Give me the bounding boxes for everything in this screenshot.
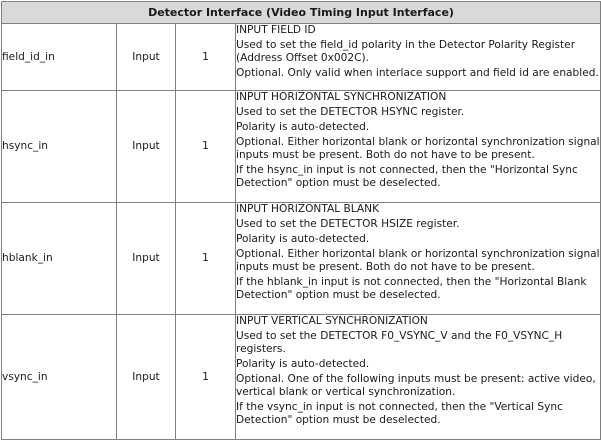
description-line: Polarity is auto-detected. [236,121,370,133]
signal-width: 1 [176,203,236,315]
description-heading: INPUT HORIZONTAL SYNCHRONIZATION [236,91,447,103]
description-line: Optional. Only valid when interlace support and field id are enabled. [236,67,599,79]
description-heading: INPUT FIELD ID [236,24,316,36]
description-line: Used to set the DETECTOR HSYNC register. [236,106,465,118]
description-line: Optional. Either horizontal blank or horizontal synchronization signal inputs must be present. Both do not have to be present. [236,136,600,161]
signal-description [236,91,601,203]
signal-description [236,203,601,315]
description-line: Polarity is auto-detected. [236,233,370,245]
description-line: Polarity is auto-detected. [236,358,370,370]
signal-table [1,1,601,440]
description-line: Used to set the field_id polarity in the Detector Polarity Register (Address Offset 0x002C). [236,39,576,64]
signal-direction: Input [117,24,176,91]
signal-width: 1 [176,91,236,203]
signal-name: hsync_in [2,91,117,203]
table-row [2,91,601,203]
signal-width: 1 [176,315,236,440]
signal-direction: Input [117,315,176,440]
table-row [2,24,601,91]
table-row [2,315,601,440]
table-row [2,203,601,315]
description-line: Optional. One of the following inputs must be present: active video, vertical blank or vertical synchronization. [236,373,596,398]
signal-name: vsync_in [2,315,117,440]
description-line: Optional. Either horizontal blank or horizontal synchronization signal inputs must be present. Both do not have to be present. [236,248,600,273]
description-line: Used to set the DETECTOR F0_VSYNC_V and the F0_VSYNC_H registers. [236,330,563,355]
table-title-row [2,2,601,24]
signal-name: hblank_in [2,203,117,315]
signal-direction: Input [117,91,176,203]
description-line: If the hsync_in input is not connected, then the "Horizontal Sync Detection" option must be deselected. [236,164,578,189]
signal-description [236,24,601,91]
table-title: Detector Interface (Video Timing Input Interface) [2,2,601,24]
description-line: If the hblank_in input is not connected, then the "Horizontal Blank Detection" option must be deselected. [236,276,587,301]
signal-description [236,315,601,440]
description-line: Used to set the DETECTOR HSIZE register. [236,218,460,230]
signal-width: 1 [176,24,236,91]
signal-direction: Input [117,203,176,315]
description-heading: INPUT VERTICAL SYNCHRONIZATION [236,315,428,327]
signal-name: field_id_in [2,24,117,91]
description-line: If the vsync_in input is not connected, then the "Vertical Sync Detection" option must be deselected. [236,401,563,426]
description-heading: INPUT HORIZONTAL BLANK [236,203,380,215]
